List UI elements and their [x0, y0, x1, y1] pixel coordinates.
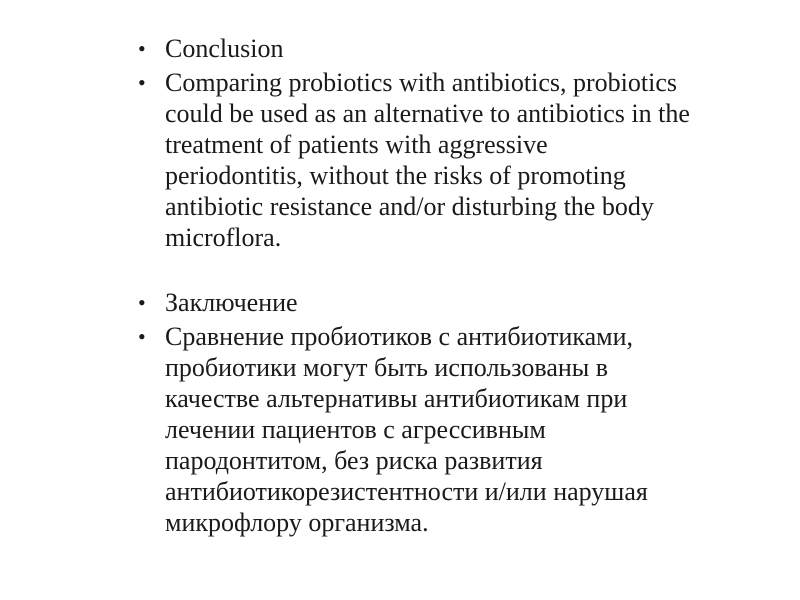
bullet-icon: • [138, 36, 146, 61]
russian-body-line: микрофлору организма. [165, 508, 429, 537]
russian-body-line: пробиотики могут быть использованы в [165, 353, 609, 382]
russian-body-line: антибиотикорезистентности и/или нарушая [165, 477, 648, 506]
russian-body-line: качестве альтернативы антибиотикам при [165, 384, 628, 413]
english-heading: Conclusion [165, 34, 284, 63]
bullet-icon: • [138, 324, 146, 349]
english-body-line: Comparing probiotics with antibiotics, probiotics [165, 68, 678, 97]
bullet-icon: • [138, 70, 146, 95]
english-body-line: could be used as an alternative to antibiotics in the [165, 99, 690, 128]
bullet-icon: • [138, 290, 146, 315]
english-body-line: antibiotic resistance and/or disturbing the body [165, 192, 654, 221]
english-body-line: treatment of patients with aggressive [165, 130, 548, 159]
russian-body-line: пародонтитом, без риска развития [165, 446, 543, 475]
english-body-line: periodontitis, without the risks of promoting [165, 161, 626, 190]
english-body-line: microflora. [165, 223, 282, 252]
russian-heading: Заключение [165, 288, 298, 317]
russian-body-line: Сравнение пробиотиков с антибиотиками, [165, 322, 634, 351]
russian-body-line: лечении пациентов с агрессивным [165, 415, 546, 444]
